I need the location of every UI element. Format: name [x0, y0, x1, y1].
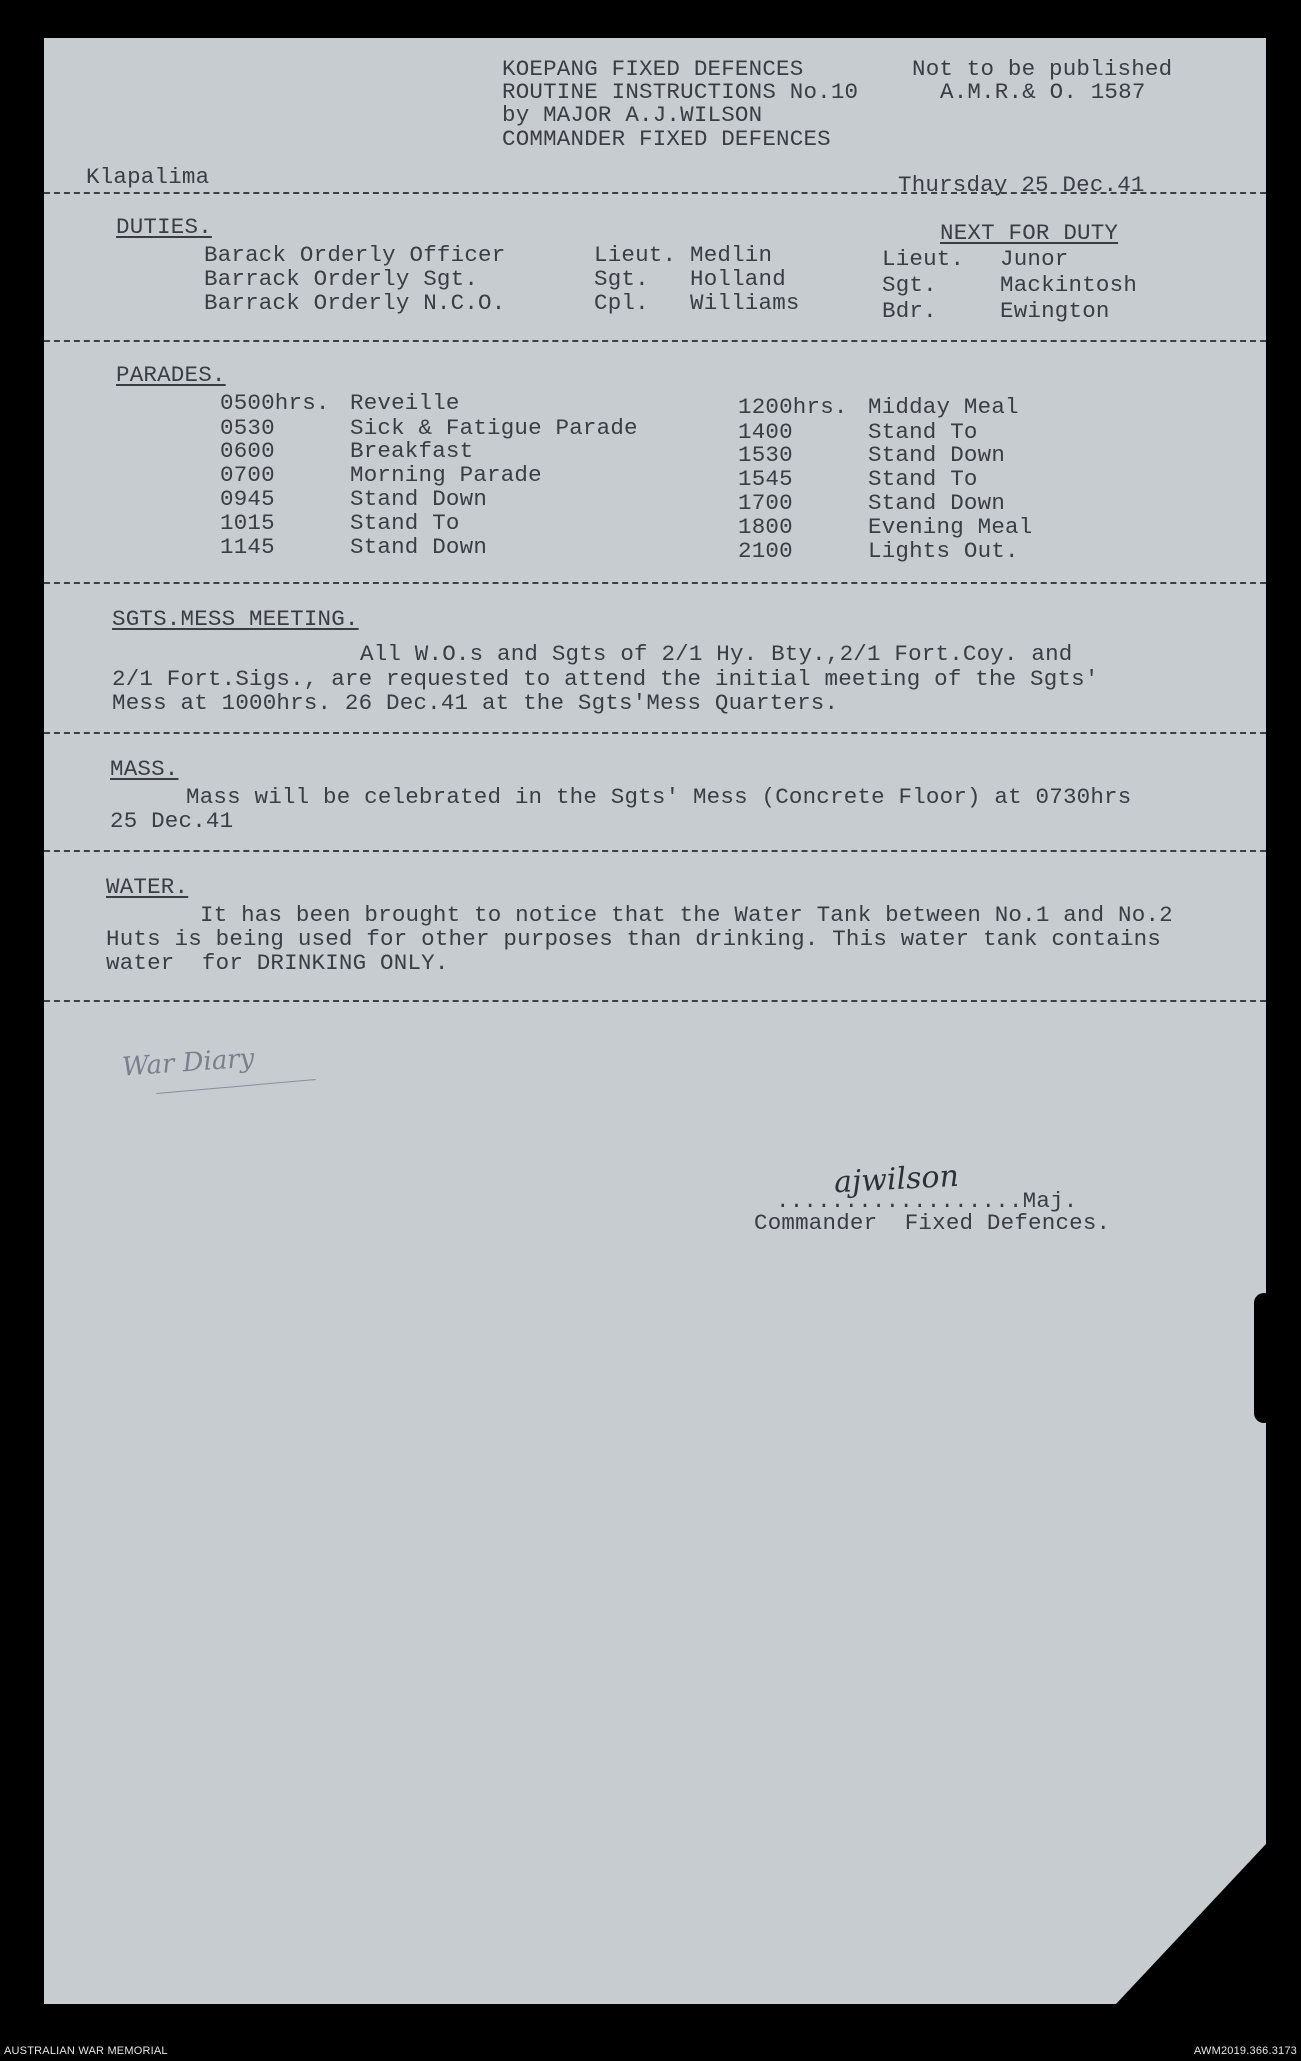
pencil-annotation: War Diary	[121, 1043, 256, 1083]
document-page	[44, 38, 1266, 2004]
duty-rank: Sgt.	[594, 266, 649, 292]
pencil-underline	[156, 1079, 315, 1094]
header-title-line-4: COMMANDER FIXED DEFENCES	[502, 126, 831, 152]
parade-time: 0600	[220, 438, 275, 464]
parade-event: Stand Down	[350, 486, 488, 512]
next-duty-rank: Bdr.	[882, 298, 937, 324]
parade-event: Lights Out.	[868, 538, 1019, 564]
sgts-mess-line-2: 2/1 Fort.Sigs., are requested to attend the initial meeting of the Sgts'	[112, 666, 1099, 692]
parades-rule	[44, 582, 1266, 584]
parade-time: 1530	[738, 442, 793, 468]
sgts-mess-heading: SGTS.MESS MEETING.	[112, 606, 359, 632]
parade-time: 0530	[220, 415, 275, 441]
water-rule	[44, 1000, 1266, 1002]
header-rule	[44, 192, 1266, 194]
next-duty-name: Junor	[1000, 246, 1069, 272]
parade-time: 1400	[738, 419, 793, 445]
duty-rank: Lieut.	[594, 242, 677, 268]
header-title-line-2: ROUTINE INSTRUCTIONS No.10	[502, 79, 859, 105]
footer-source: AUSTRALIAN WAR MEMORIAL	[4, 2045, 168, 2057]
document-date: Thursday 25 Dec.41	[898, 172, 1145, 198]
sgts-mess-rule	[44, 732, 1266, 734]
reference-number: A.M.R.& O. 1587	[940, 79, 1146, 105]
next-duty-name: Ewington	[1000, 298, 1110, 324]
water-line-1: It has been brought to notice that the Water Tank between No.1 and No.2	[200, 902, 1173, 928]
water-line-3: water for DRINKING ONLY.	[106, 950, 449, 976]
location: Klapalima	[86, 164, 210, 190]
next-for-duty-heading: NEXT FOR DUTY	[940, 220, 1119, 246]
parades-heading: PARADES.	[116, 362, 226, 388]
parade-time: 0500hrs.	[220, 390, 330, 416]
parade-event: Stand Down	[868, 442, 1006, 468]
page-edge-shadow	[1254, 1293, 1266, 1423]
next-duty-rank: Lieut.	[882, 246, 965, 272]
duties-rule	[44, 340, 1266, 342]
footer-accession: AWM2019.366.3173	[1193, 2045, 1297, 2057]
water-heading: WATER.	[106, 874, 189, 900]
sgts-mess-line-1: All W.O.s and Sgts of 2/1 Hy. Bty.,2/1 Fort.Coy. and	[360, 641, 1073, 667]
mass-rule	[44, 850, 1266, 852]
parade-event: Morning Parade	[350, 462, 542, 488]
parade-event: Stand To	[350, 510, 460, 536]
duty-role: Barrack Orderly N.C.O.	[204, 290, 506, 316]
parade-event: Sick & Fatigue Parade	[350, 415, 638, 441]
parade-time: 1800	[738, 514, 793, 540]
parade-time: 1545	[738, 466, 793, 492]
signature-title: Commander Fixed Defences.	[754, 1210, 1111, 1236]
parade-event: Reveille	[350, 390, 460, 416]
parade-time: 2100	[738, 538, 793, 564]
duty-name: Williams	[690, 290, 800, 316]
sgts-mess-line-3: Mess at 1000hrs. 26 Dec.41 at the Sgts'Mess Quarters.	[112, 690, 839, 716]
parade-time: 1145	[220, 534, 275, 560]
signature-line: ..................Maj.	[776, 1188, 1078, 1214]
parade-time: 0945	[220, 486, 275, 512]
publish-note: Not to be published	[912, 56, 1173, 82]
parade-event: Stand To	[868, 466, 978, 492]
duty-name: Medlin	[690, 242, 773, 268]
parade-event: Midday Meal	[868, 394, 1019, 420]
water-line-2: Huts is being used for other purposes than drinking. This water tank contains	[106, 926, 1162, 952]
parade-event: Breakfast	[350, 438, 474, 464]
parade-event: Stand Down	[350, 534, 488, 560]
mass-heading: MASS.	[110, 756, 179, 782]
parade-event: Stand Down	[868, 490, 1006, 516]
duty-rank: Cpl.	[594, 290, 649, 316]
parade-time: 0700	[220, 462, 275, 488]
duty-name: Holland	[690, 266, 786, 292]
header-title-line-3: by MAJOR A.J.WILSON	[502, 102, 763, 128]
duty-role: Barrack Orderly Sgt.	[204, 266, 479, 292]
parade-time: 1200hrs.	[738, 394, 848, 420]
folded-corner	[1116, 1844, 1266, 2004]
header-title-line-1: KOEPANG FIXED DEFENCES	[502, 56, 804, 82]
duty-role: Barack Orderly Officer	[204, 242, 506, 268]
mass-line-2: 25 Dec.41	[110, 808, 234, 834]
parade-event: Stand To	[868, 419, 978, 445]
parade-time: 1700	[738, 490, 793, 516]
next-duty-rank: Sgt.	[882, 272, 937, 298]
duties-heading: DUTIES.	[116, 214, 212, 240]
parade-event: Evening Meal	[868, 514, 1033, 540]
parade-time: 1015	[220, 510, 275, 536]
footer-bar	[0, 2039, 1301, 2061]
mass-line-1: Mass will be celebrated in the Sgts' Mess (Concrete Floor) at 0730hrs	[186, 784, 1132, 810]
next-duty-name: Mackintosh	[1000, 272, 1138, 298]
signature-scrawl: ajwilson	[833, 1158, 960, 1201]
